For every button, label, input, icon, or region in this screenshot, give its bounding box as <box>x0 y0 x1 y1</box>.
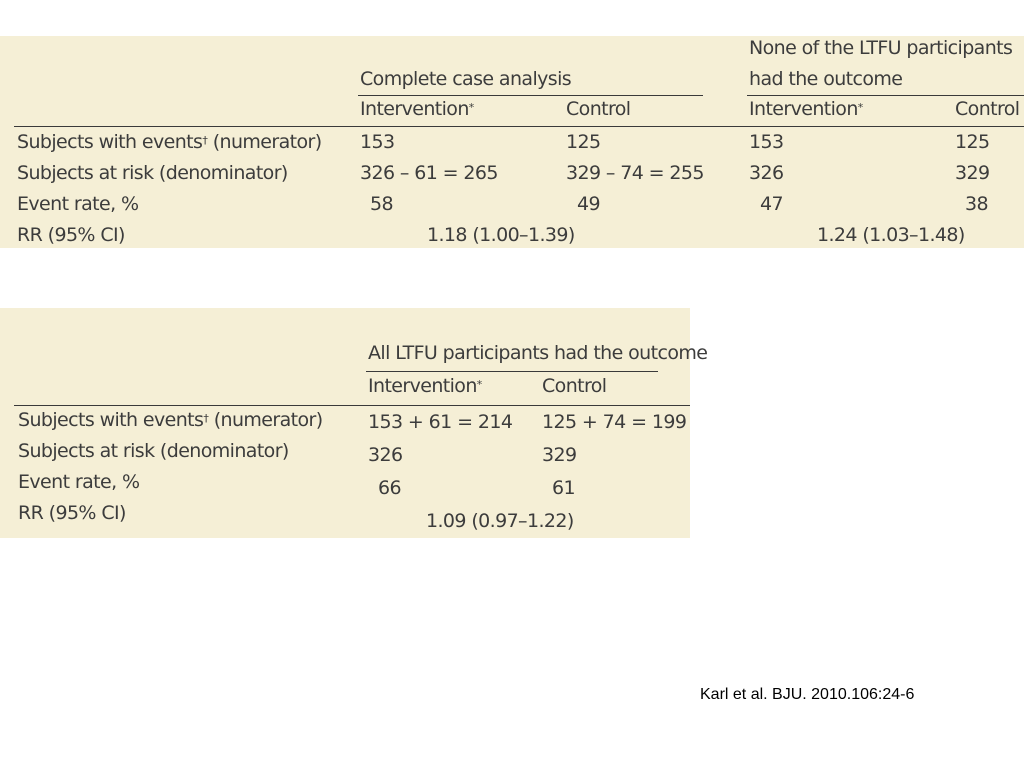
header-none-ltfu-line2: had the outcome <box>749 68 903 90</box>
cell: 49 <box>577 193 600 215</box>
table-all-ltfu-outcome <box>0 308 708 538</box>
row-label-event-rate: Event rate, % <box>17 193 139 215</box>
col-header-intervention: Intervention* <box>749 98 863 120</box>
cell: 38 <box>965 193 988 215</box>
cell: 66 <box>378 477 401 499</box>
header-rule <box>14 405 690 406</box>
row-label-event-rate: Event rate, % <box>18 471 140 493</box>
table-complete-case-and-none-ltfu <box>0 36 1024 248</box>
rule-none-ltfu <box>747 95 1024 96</box>
cell: 153 <box>360 131 395 153</box>
row-label-subjects-with-events: Subjects with events† (numerator) <box>18 409 323 431</box>
citation: Karl et al. BJU. 2010.106:24-6 <box>700 686 915 703</box>
col-header-control: Control <box>566 98 631 120</box>
header-all-ltfu: All LTFU participants had the outcome <box>368 342 708 364</box>
cell-rr: 1.18 (1.00–1.39) <box>427 224 575 246</box>
header-rule <box>14 126 1024 127</box>
cell: 47 <box>760 193 783 215</box>
cell: 329 <box>955 162 990 184</box>
cell: 329 <box>542 444 577 466</box>
row-label-subjects-at-risk: Subjects at risk (denominator) <box>17 162 288 184</box>
rule-complete-case <box>358 95 703 96</box>
col-header-control: Control <box>542 375 607 397</box>
cell: 125 <box>566 131 601 153</box>
cell: 326 <box>749 162 784 184</box>
cell: 153 <box>749 131 784 153</box>
cell-rr: 1.24 (1.03–1.48) <box>817 224 965 246</box>
col-header-control: Control <box>955 98 1020 120</box>
cell: 125 <box>955 131 990 153</box>
row-label-subjects-with-events: Subjects with events† (numerator) <box>17 131 322 153</box>
cell: 326 – 61 = 265 <box>360 162 498 184</box>
col-header-intervention: Intervention* <box>368 375 482 397</box>
cell: 326 <box>368 444 403 466</box>
header-none-ltfu-line1: None of the LTFU participants <box>749 37 1013 59</box>
cell: 58 <box>370 193 393 215</box>
row-label-rr: RR (95% CI) <box>18 502 126 524</box>
row-label-subjects-at-risk: Subjects at risk (denominator) <box>18 440 289 462</box>
cell: 329 – 74 = 255 <box>566 162 704 184</box>
cell-rr: 1.09 (0.97–1.22) <box>426 510 574 532</box>
cell: 125 + 74 = 199 <box>542 411 687 433</box>
col-header-intervention: Intervention* <box>360 98 474 120</box>
header-complete-case: Complete case analysis <box>360 68 572 90</box>
rule-all-ltfu <box>366 371 658 372</box>
cell: 61 <box>552 477 575 499</box>
row-label-rr: RR (95% CI) <box>17 224 125 246</box>
cell: 153 + 61 = 214 <box>368 411 513 433</box>
